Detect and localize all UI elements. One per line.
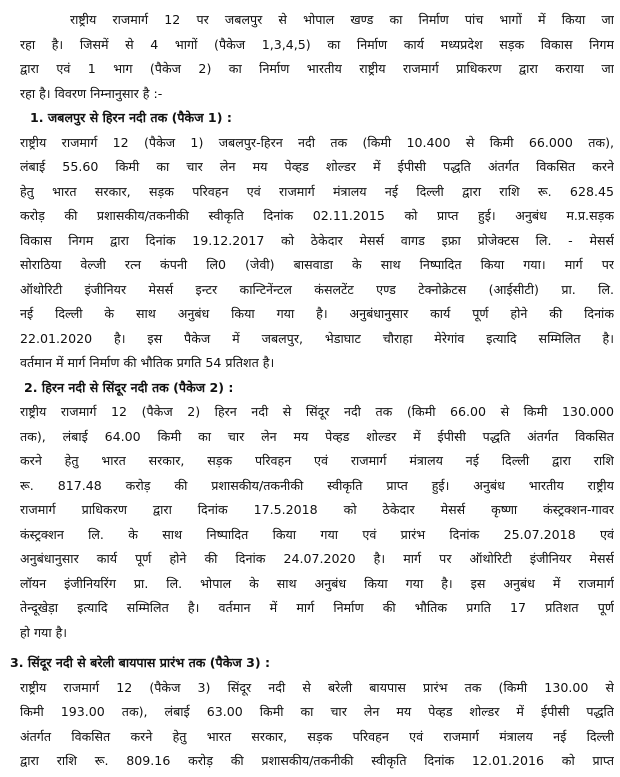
paragraph-line: विकास निगम द्वारा दिनांक 19.12.2017 को ठेकेदार मेसर्स वागड इफ्रा प्रोजेक्टस लि. - मेसर्स	[20, 232, 614, 248]
paragraph-line: रू. 817.48 करोड़ की प्रशासकीय/तकनीकी स्वीकृति प्राप्त हुई। अनुबंध भारतीय राष्ट्रीय	[20, 477, 614, 493]
intro-line: रहा है। विवरण निम्नानुसार है :-	[20, 85, 163, 101]
paragraph-line: राष्ट्रीय राजमार्ग 12 (पैकेज 3) सिंदूर नदी से बरेली बायपास प्रारंभ तक (किमी 130.00 से	[20, 679, 614, 695]
paragraph-line: किमी 193.00 तक), लंबाई 63.00 किमी का चार लेन मय पेव्हड शोल्डर में ईपीसी पद्धति	[20, 704, 614, 719]
paragraph-line: करने हेतु भारत सरकार, सड़क परिवहन एवं राजमार्ग मंत्रालय नई दिल्ली द्वारा राशि	[20, 453, 614, 468]
paragraph-line: राजमार्ग प्राधिकरण द्वारा दिनांक 17.5.2018 को ठेकेदार मेसर्स कृष्णा कंस्ट्रक्शन-गावर	[20, 502, 614, 517]
paragraph-line: लॉयन इंजीनियरिंग प्रा. लि. भोपाल के साथ अनुबंध किया गया है। इस अनुबंध में राजमार्ग	[20, 575, 614, 591]
paragraph-line: तक), लंबाई 64.00 किमी का चार लेन मय पेव्हड शोल्डर में ईपीसी पद्धति अंतर्गत विकसित	[20, 428, 614, 444]
paragraph-line: नई दिल्ली के साथ अनुबंध किया गया है। अनुबंधानुसार कार्य पूर्ण होने की दिनांक	[20, 306, 614, 321]
intro-line: रहा है। जिसमें से 4 भागों (पैकेज 1,3,4,5) का निर्माण कार्य मध्यप्रदेश सड़क विकास निगम	[20, 36, 614, 52]
paragraph-line: राष्ट्रीय राजमार्ग 12 (पैकेज 2) हिरन नदी से सिंदूर नदी तक (किमी 66.00 से किमी 130.000	[20, 404, 614, 419]
paragraph-line: ऑथोरिटी इंजीनियर मेसर्स इन्टर कान्टिनेंन्टल कंसलटेंट एण्ड टेक्नोक्रेटस (आईसीटी) प्रा. लि.	[20, 281, 614, 297]
paragraph-line: द्वारा राशि रू. 809.16 करोड़ की प्रशासकीय/तकनीकी स्वीकृति दिनांक 12.01.2016 को प्राप्त	[20, 753, 614, 768]
paragraph-line: राष्ट्रीय राजमार्ग 12 (पैकेज 1) जबलपुर-हिरन नदी तक (किमी 10.400 से किमी 66.000 तक),	[20, 134, 614, 150]
paragraph-line: सोराठिया वेल्जी रत्न कंपनी लि0 (जेवी) बासवाडा के साथ निष्पादित किया गया। मार्ग पर	[20, 257, 614, 272]
paragraph-line: 22.01.2020 है। इस पैकेज में जबलपुर, भेडाघाट चौराहा मेरेगांव इत्यादि सम्मिलित है।	[20, 330, 614, 346]
intro-line: राष्ट्रीय राजमार्ग 12 पर जबलपुर से भोपाल खण्ड का निर्माण पांच भागों में किया जा	[70, 12, 614, 27]
section-package-3	[10, 651, 614, 774]
section-heading: 1. जबलपुर से हिरन नदी तक (पैकेज 1) :	[30, 110, 232, 125]
section-package-2	[20, 376, 614, 646]
paragraph-line: कंस्ट्रक्शन लि. के साथ निष्पादित किया गया एवं प्रारंभ दिनांक 25.07.2018 एवं	[20, 526, 614, 542]
intro-line: द्वारा एवं 1 भाग (पैकेज 2) का निर्माण भारतीय राष्ट्रीय राजमार्ग प्राधिकरण द्वारा कराया जा	[20, 61, 614, 76]
section-heading: 3. सिंदूर नदी से बरेली बायपास प्रारंभ तक (पैकेज 3) :	[10, 655, 271, 670]
section-package-1	[20, 106, 614, 376]
paragraph-line: अनुबंधानुसार कार्य पूर्ण होने की दिनांक 24.07.2020 है। मार्ग पर ऑथोरिटी इंजीनियर मेसर्स	[20, 551, 614, 566]
paragraph-line: तेन्दूखेड़ा इत्यादि सम्मिलित है। वर्तमान में मार्ग निर्माण की भौतिक प्रगति 17 प्रतिशत पूर्ण	[20, 600, 614, 615]
paragraph-line: लंबाई 55.60 किमी का चार लेन मय पेव्हड शोल्डर में ईपीसी पद्धति अंतर्गत विकसित करने	[20, 159, 614, 174]
paragraph-line: हेतु भारत सरकार, सड़क परिवहन एवं राजमार्ग मंत्रालय नई दिल्ली द्वारा राशि रू. 628.45	[20, 183, 614, 199]
intro-paragraph	[20, 8, 614, 106]
paragraph-line: हो गया है।	[20, 624, 68, 640]
paragraph-line: करोड़ की प्रशासकीय/तकनीकी स्वीकृति दिनांक 02.11.2015 को प्राप्त हुई। अनुबंध म.प्र.सड़क	[20, 208, 614, 223]
paragraph-line: अंतर्गत विकसित करने हेतु भारत सरकार, सड़क परिवहन एवं राजमार्ग मंत्रालय नई दिल्ली	[20, 728, 614, 744]
paragraph-line: वर्तमान में मार्ग निर्माण की भौतिक प्रगति 54 प्रतिशत है।	[20, 355, 275, 370]
section-heading: 2. हिरन नदी से सिंदूर नदी तक (पैकेज 2) :	[24, 379, 234, 395]
